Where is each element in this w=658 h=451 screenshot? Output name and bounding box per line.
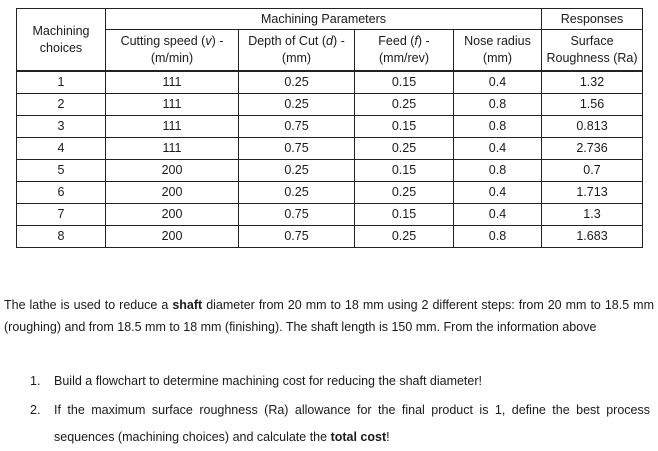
problem-intro: [4, 294, 654, 338]
cell-speed: 111: [106, 116, 239, 138]
cell-nose: 0.8: [454, 226, 542, 248]
question-2: [30, 397, 650, 451]
cell-depth: 0.25: [239, 182, 355, 204]
cell-ra: 0.7: [542, 160, 643, 182]
question-1: [30, 368, 650, 395]
header-cutting-speed: Cutting speed (v) - (m/min): [106, 30, 239, 72]
table-row: [17, 116, 643, 138]
cell-feed: 0.15: [355, 116, 454, 138]
cell-nose: 0.8: [454, 116, 542, 138]
cell-ra: 1.32: [542, 71, 643, 94]
cell-choice: 3: [17, 116, 106, 138]
question-text: Build a flowchart to determine machining cost for reducing the shaft diameter!: [54, 374, 482, 388]
question-text-before: If the maximum surface roughness (Ra) allowance for the final product is 1, define the best process sequences (machining choices) and calculate the: [54, 403, 650, 444]
cell-speed: 111: [106, 94, 239, 116]
question-number: 2.: [30, 403, 41, 417]
header-machining-parameters: Machining Parameters: [106, 9, 542, 30]
cell-ra: 1.56: [542, 94, 643, 116]
cell-nose: 0.4: [454, 182, 542, 204]
cell-choice: 7: [17, 204, 106, 226]
machining-table: [16, 8, 643, 248]
cell-ra: 0.813: [542, 116, 643, 138]
cell-choice: 1: [17, 71, 106, 94]
table-row: [17, 182, 643, 204]
cell-depth: 0.75: [239, 116, 355, 138]
cell-speed: 200: [106, 182, 239, 204]
cell-depth: 0.25: [239, 160, 355, 182]
question-bold-total-cost: total cost: [330, 430, 387, 444]
cell-nose: 0.4: [454, 71, 542, 94]
cell-depth: 0.25: [239, 71, 355, 94]
table-row: [17, 71, 643, 94]
cell-choice: 2: [17, 94, 106, 116]
cell-nose: 0.8: [454, 94, 542, 116]
intro-text-2: diameter from 20 mm to 18 mm using 2 different steps: from 20 mm to 18.5 mm (roughing) and from 18.5 mm to 18 mm (finishing). The shaft length is 150 mm. From the information above: [4, 298, 655, 334]
cell-feed: 0.15: [355, 71, 454, 94]
header-responses: Responses: [542, 9, 643, 30]
cell-speed: 200: [106, 160, 239, 182]
cell-feed: 0.15: [355, 204, 454, 226]
table-row: [17, 160, 643, 182]
cell-feed: 0.25: [355, 226, 454, 248]
cell-speed: 111: [106, 71, 239, 94]
cell-speed: 200: [106, 226, 239, 248]
table-row: [17, 226, 643, 248]
cell-speed: 111: [106, 138, 239, 160]
cell-speed: 200: [106, 204, 239, 226]
cell-ra: 1.713: [542, 182, 643, 204]
cell-feed: 0.15: [355, 160, 454, 182]
cell-ra: 1.3: [542, 204, 643, 226]
cell-nose: 0.4: [454, 204, 542, 226]
table-row: [17, 94, 643, 116]
table-row: [17, 138, 643, 160]
header-surface-roughness: Surface Roughness (Ra): [542, 30, 643, 72]
cell-feed: 0.25: [355, 182, 454, 204]
question-text-after: !: [386, 430, 390, 444]
header-nose-radius: Nose radius (mm): [454, 30, 542, 72]
cell-depth: 0.75: [239, 138, 355, 160]
table-body: [17, 71, 643, 248]
cell-nose: 0.8: [454, 160, 542, 182]
cell-choice: 8: [17, 226, 106, 248]
cell-depth: 0.75: [239, 226, 355, 248]
cell-feed: 0.25: [355, 138, 454, 160]
cell-choice: 5: [17, 160, 106, 182]
table-row: [17, 204, 643, 226]
intro-bold-shaft: shaft: [172, 298, 203, 312]
cell-depth: 0.25: [239, 94, 355, 116]
question-number: 1.: [30, 374, 41, 388]
cell-choice: 6: [17, 182, 106, 204]
header-feed: Feed (f) - (mm/rev): [355, 30, 454, 72]
header-depth-of-cut: Depth of Cut (d) -(mm): [239, 30, 355, 72]
cell-nose: 0.4: [454, 138, 542, 160]
cell-choice: 4: [17, 138, 106, 160]
cell-feed: 0.25: [355, 94, 454, 116]
cell-ra: 2.736: [542, 138, 643, 160]
header-machining-choices: Machining choices: [17, 9, 106, 72]
question-text: [54, 397, 650, 451]
cell-depth: 0.75: [239, 204, 355, 226]
cell-ra: 1.683: [542, 226, 643, 248]
intro-text-1: The lathe is used to reduce a: [4, 298, 173, 312]
